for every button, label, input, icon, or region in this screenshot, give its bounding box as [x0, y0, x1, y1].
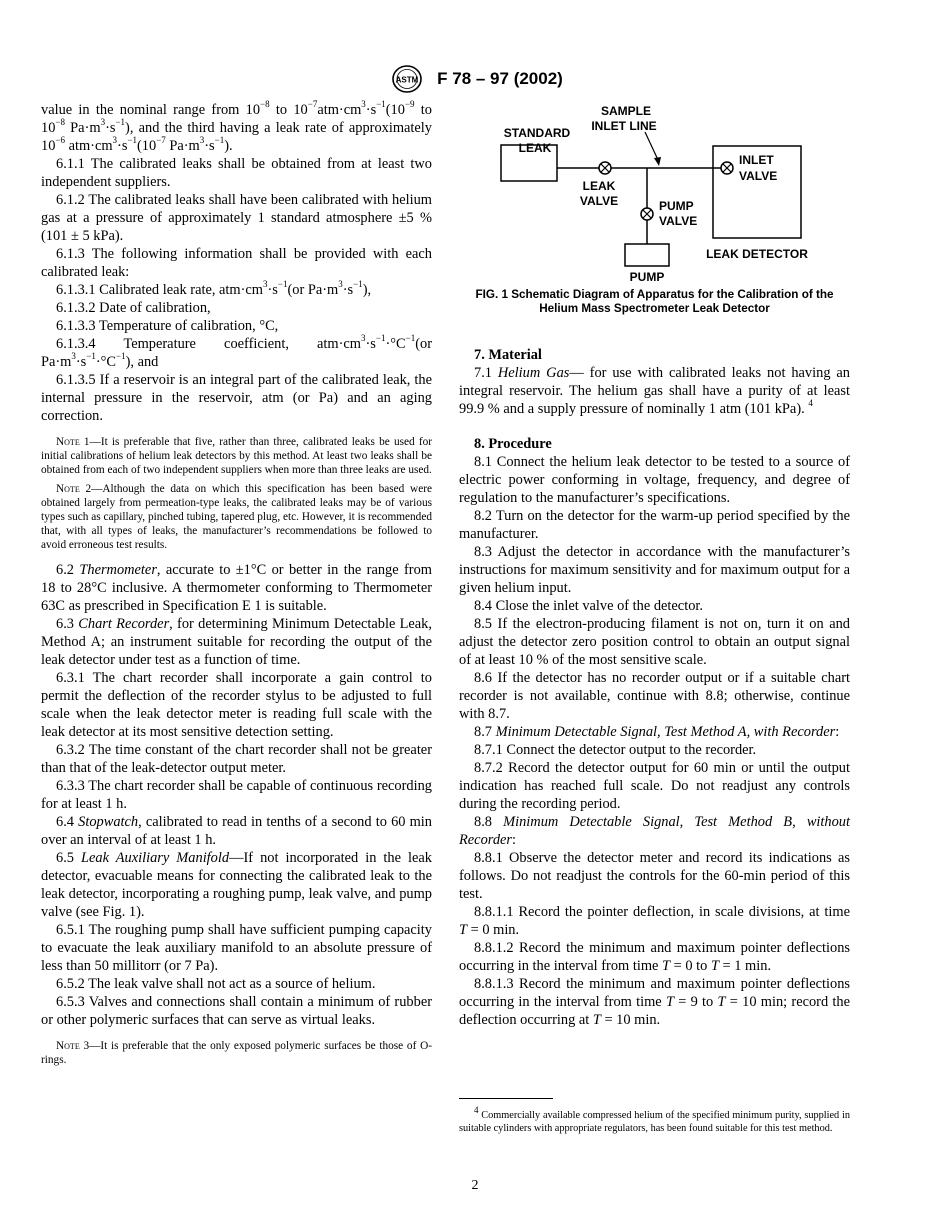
paragraph-6-1-2: 6.1.2 The calibrated leaks shall have been calibrated with helium gas at a pressure of approximately 1 standard atmosphere ±5 % (101 ± 5 kPa). [41, 192, 432, 244]
paragraph-6-2: 6.2 Thermometer, accurate to ±1°C or better in the range from 18 to 28°C inclusive. A thermometer conforming to Thermometer 63C as prescribed in Specification E 1 is suitable. [41, 561, 432, 614]
note-2: Note 2—Although the data on which this specification has been based were obtained largely from permeation-type leaks, the calibrated leaks may be of various types such as capillary, pinched tubing, tapered plug, etc. However, it is recommended that, with all types of leaks, the manufacturer’s recommendations be followed to avoid erroneous test results. [41, 482, 432, 552]
footnote-marker: 4 [474, 1104, 479, 1115]
label-leak: LEAK [518, 141, 552, 155]
inlet-valve-icon [721, 162, 733, 174]
paragraph-6-1-3-2: 6.1.3.2 Date of calibration, [56, 300, 211, 316]
paragraph-6-1-3-3: 6.1.3.3 Temperature of calibration, °C, [56, 318, 279, 334]
leak-valve-icon [599, 162, 611, 174]
footnote-rule [459, 1098, 553, 1099]
paragraph-6-1-1: 6.1.1 The calibrated leaks shall be obtained from at least two independent suppliers. [41, 156, 432, 190]
label-leak-detector: LEAK DETECTOR [706, 247, 808, 261]
sample-inlet-arrow-icon [645, 132, 659, 162]
paragraph-6-5-1: 6.5.1 The roughing pump shall have sufficient pumping capacity to evacuate the leak auxiliary manifold to an absolute pressure of less than 50 millitorr (or 7 Pa). [41, 921, 432, 974]
pump-box [625, 244, 669, 266]
paragraph-8-7-1: 8.7.1 Connect the detector output to the recorder. [474, 742, 757, 758]
figure-caption-line-2: Helium Mass Spectrometer Leak Detector [539, 302, 770, 315]
paragraph-8-8-1: 8.8.1 Observe the detector meter and record its indications as follows. Do not readjust the controls for the 60-min period of this test. [459, 850, 850, 902]
paragraph-6-5-3: 6.5.3 Valves and connections shall contain a minimum of rubber or other polymeric surfaces that can serve as virtual leaks. [41, 993, 432, 1028]
right-column [459, 346, 850, 1029]
note-1: Note 1—It is preferable that five, rather than three, calibrated leaks be used for initial calibrations of helium leak detectors by this method. At least two leaks shall be obtained from each of two independent suppliers when more than three leaks are used. [41, 436, 433, 477]
paragraph-6-5: 6.5 Leak Auxiliary Manifold—If not incorporated in the leak detector, evacuable means for connecting the calibrated leak to the leak detector, incorporating a roughing pump, leak valve, and pump valve (see Fig. 1). [41, 849, 432, 920]
paragraph-8-8-1-1: 8.8.1.1 Record the pointer deflection, in scale divisions, at time T = 0 min. [459, 904, 850, 938]
paragraph-6-5-2: 6.5.2 The leak valve shall not act as a source of helium. [56, 975, 376, 992]
paragraph-8-2: 8.2 Turn on the detector for the warm-up period specified by the manufacturer. [459, 508, 850, 542]
label-sample: SAMPLE [600, 104, 652, 118]
paragraph-6-1-3-1: 6.1.3.1 Calibrated leak rate, $atm\cdot cm^3\cdot s^{-1}(or$ $Pa\cdot m^3\cdot s^{-1}$), [56, 279, 372, 298]
section-7-heading: 7. Material [474, 347, 542, 363]
paragraph-8-8-1-2: 8.8.1.2 Record the minimum and maximum pointer deflections occurring in the interval from time T = 0 to T = 1 min. [459, 940, 850, 974]
paragraph-6-1-3-4: 6.1.3.4 Temperature coefficient, $atm\cdot cm^3\cdot s^{-1}\cdot^\circ C^{-1}(or$ $Pa\cdot m^3\cdot s^{-1}\cdot^\circ C^{-1}$), and [41, 333, 432, 370]
paragraph-6-4: 6.4 Stopwatch, calibrated to read in tenths of a second to 60 min over an interval of at least 1 h. [41, 813, 432, 848]
label-inlet-valve-2: VALVE [739, 169, 778, 183]
paragraph-8-3: 8.3 Adjust the detector in accordance with the manufacturer’s instructions for maximum sensitivity and for maximum output for a given helium input. [459, 544, 850, 596]
label-pump-valve-2: VALVE [659, 214, 698, 228]
paragraph-8-8-1-3: 8.8.1.3 Record the minimum and maximum pointer deflections occurring in the interval from time T = 9 to T = 10 min; record the deflection occurring at T = 10 min. [459, 976, 850, 1028]
footnote-ref-4: 4 [808, 398, 813, 409]
standard-designation: F 78 – 97 (2002) [437, 69, 563, 88]
paragraph-6-3-1: 6.3.1 The chart recorder shall incorporate a gain control to permit the deflection of the recorder stylus to be adjusted to full scale when the leak detector meter is reading full scale with the leak detector at its most sensitive detection setting. [41, 669, 432, 740]
paragraph-6-1-3-5: 6.1.3.5 If a reservoir is an integral part of the calibrated leak, the internal pressure in the reservoir, atm (or Pa) and an aging correction. [41, 372, 432, 424]
paragraph-8-8: 8.8 Minimum Detectable Signal, Test Method B, without Recorder: [459, 814, 850, 848]
page-header [0, 64, 950, 94]
pump-valve-icon [641, 208, 653, 220]
left-column [41, 101, 432, 1067]
figure-caption-line-1: FIG. 1 Schematic Diagram of Apparatus for the Calibration of the [475, 288, 834, 301]
paragraph-6-3: 6.3 Chart Recorder, for determining Minimum Detectable Leak, Method A; an instrument suitable for recording the output of the leak detector under test as a function of time. [41, 615, 432, 668]
paragraph-8-4: 8.4 Close the inlet valve of the detector. [474, 598, 703, 614]
label-inlet-valve-1: INLET [739, 153, 774, 167]
label-leak-valve-1: LEAK [582, 179, 616, 193]
label-standard: STANDARD [503, 126, 571, 140]
paragraph-8-6: 8.6 If the detector has no recorder output or if a suitable chart recorder is not available, continue with 8.8; otherwise, continue with 8.7. [459, 670, 850, 722]
figure-1-caption [459, 288, 850, 316]
figure-1-schematic [499, 100, 819, 284]
paragraph-6-1-3: 6.1.3 The following information shall be provided with each calibrated leak: [41, 246, 432, 280]
page-number: 2 [471, 1178, 479, 1193]
paragraph-6-1-continued: value in the nominal range from $10^{-8}$ to $10^{-7}atm\cdot cm^3\cdot s^{-1}(10^{-9}$ to $10^{-8}$ $Pa\cdot m^3\cdot s^{-1}$), and the third having a leak rate of approximately $10^{-6}$ $atm\cdot cm^3\cdot s^{-1}(10^{-7}$ $Pa\cdot m^3\cdot s^{-1}$). [41, 99, 433, 154]
astm-logo-icon [387, 64, 427, 94]
astm-logo-text: ASTM [395, 75, 419, 85]
schematic-diagram [499, 100, 819, 284]
label-pump-valve-1: PUMP [659, 199, 694, 213]
paragraph-8-5: 8.5 If the electron-producing filament is not on, turn it on and adjust the detector zero position control to obtain an output signal of at least 10 % of the most sensitive scale. [459, 616, 850, 668]
footnote-4: $^4$ Commercially available compressed helium of the specified minimum purity, supplied in suitable cylinders with appropriate regulators, has been found suitable for this test method. [459, 1104, 850, 1134]
section-8-heading: 8. Procedure [474, 436, 552, 452]
label-pump: PUMP [629, 270, 665, 284]
paragraph-8-7: 8.7 Minimum Detectable Signal, Test Method A, with Recorder: [474, 724, 840, 740]
label-inlet-line: INLET LINE [591, 119, 657, 133]
paragraph-8-1: 8.1 Connect the helium leak detector to be tested to a source of electric power conforming in voltage, frequency, and degree of regulation to the manufacturer’s specifications. [459, 454, 850, 506]
paragraph-6-3-3: 6.3.3 The chart recorder shall be capable of continuous recording for at least 1 h. [41, 777, 432, 812]
paragraph-6-3-2: 6.3.2 The time constant of the chart recorder shall not be greater than that of the leak-detector output meter. [41, 741, 432, 776]
paragraph-8-7-2: 8.7.2 Record the detector output for 60 min or until the output indication has reached full scale. Do not readjust any controls during the recording period. [459, 760, 850, 812]
label-leak-valve-2: VALVE [579, 194, 619, 208]
paragraph-7-1: 7.1 Helium Gas— for use with calibrated leaks not having an integral reservoir. The helium gas shall have a purity of at least 99.9 % and a supply pressure of nominally 1 atm (101 kPa). $^4$ [459, 365, 851, 417]
note-3: Note 3—It is preferable that the only exposed polymeric surfaces be those of O-rings. [41, 1039, 433, 1066]
